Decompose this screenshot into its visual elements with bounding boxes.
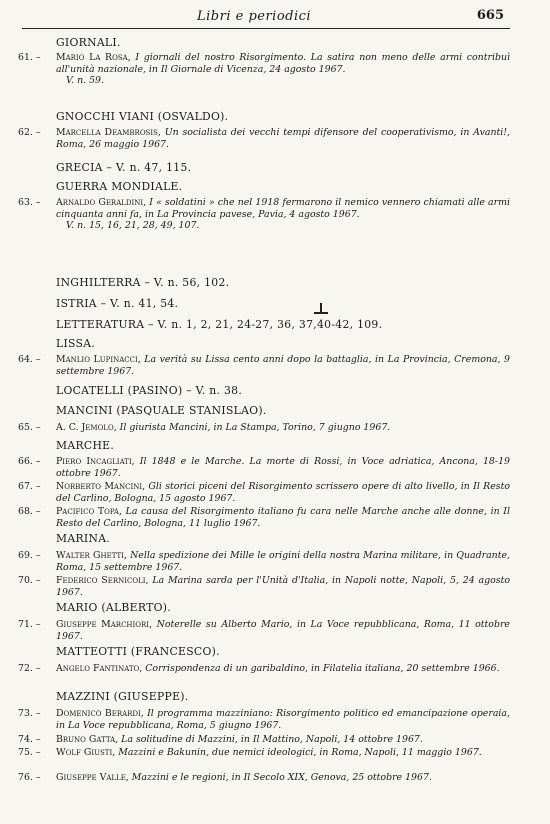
entry-number: 68. – — [18, 506, 41, 517]
entry-author: Marcella Deambrosis, — [56, 127, 161, 138]
entry-citation: Il programma mazziniano: Risorgimento politico ed emancipazione operaia, in La Voce repubblicana, Roma, 5 giugno 1967. — [56, 708, 510, 731]
entry-number: 75. – — [18, 747, 41, 758]
entry-number: 69. – — [18, 550, 41, 561]
entry-cross-reference: V. n. 59. — [66, 75, 104, 87]
entry-citation: Il 1848 e le Marche. La morte di Rossi, in Voce adriatica, Ancona, 18-19 ottobre 1967. — [56, 456, 510, 479]
bibliography-entry — [56, 197, 510, 232]
bibliography-entry — [56, 354, 510, 377]
entry-number: 67. – — [18, 481, 41, 492]
entry-citation: Mazzini e Bakunin, due nemici ideologici, in Roma, Napoli, 11 maggio 1967. — [115, 747, 482, 758]
entry-number: 64. – — [18, 354, 41, 365]
entry-citation: Mazzini e le regioni, in Il Secolo XIX, Genova, 25 ottobre 1967. — [128, 772, 432, 783]
category-heading: LOCATELLI (PASINO) – V. n. 38. — [56, 384, 243, 397]
entry-citation: Il giurista Mancini, in La Stampa, Torino, 7 giugno 1967. — [116, 422, 391, 433]
entry-author: Manlio Lupinacci, — [56, 354, 141, 365]
entry-citation: I giornali del nostro Risorgimento. La satira non meno delle armi contribuì all'unità nazionale, in Il Giornale di Vicenza, 24 agosto 1967. — [56, 52, 510, 75]
bibliography-entry — [56, 575, 510, 598]
entry-author: Piero Incagliati, — [56, 456, 135, 467]
running-header — [22, 6, 510, 29]
entry-citation: Corrispondenza di un garibaldino, in Filatelia italiana, 20 settembre 1966. — [142, 663, 500, 674]
bibliography-entry — [56, 550, 510, 573]
bibliography-entry — [56, 422, 510, 434]
entry-author: Walter Ghetti, — [56, 550, 127, 561]
bibliography-entry — [56, 708, 510, 731]
entry-number: 72. – — [18, 663, 41, 674]
bibliography-entry — [56, 52, 510, 87]
category-heading: GUERRA MONDIALE. — [56, 180, 183, 193]
entry-citation: La solitudine di Mazzini, in Il Mattino, Napoli, 14 ottobre 1967. — [118, 734, 423, 745]
category-heading: MAZZINI (GIUSEPPE). — [56, 690, 189, 703]
bibliography-entry — [56, 481, 510, 504]
entry-author: Mario La Rosa, — [56, 52, 131, 63]
entry-citation: Gli storici piceni del Risorgimento scrissero opere di alto livello, in Il Resto del Carlino, Bologna, 15 agosto 1967. — [56, 481, 510, 504]
cross-mark-icon — [314, 303, 328, 315]
entry-citation: Noterelle su Alberto Mario, in La Voce repubblicana, Roma, 11 ottobre 1967. — [56, 619, 510, 642]
entry-author: Federico Sernicoli, — [56, 575, 149, 586]
bibliography-entry — [56, 456, 510, 479]
page-number: 665 — [476, 8, 504, 23]
bibliography-entry — [56, 619, 510, 642]
entry-number: 66. – — [18, 456, 41, 467]
entry-number: 71. – — [18, 619, 41, 630]
entry-author: A. C. Jemolo, — [56, 422, 117, 433]
category-heading: GNOCCHI VIANI (OSVALDO). — [56, 110, 229, 123]
entry-author: Pacifico Topa, — [56, 506, 122, 517]
entry-author: Arnaldo Geraldini, — [56, 197, 147, 208]
category-heading: MARIO (ALBERTO). — [56, 601, 171, 614]
category-heading: INGHILTERRA – V. n. 56, 102. — [56, 276, 230, 289]
category-heading: LISSA. — [56, 337, 96, 350]
entry-author: Angelo Fantinato, — [56, 663, 143, 674]
entry-citation: Un socialista dei vecchi tempi difensore del cooperativismo, in Avanti!, Roma, 26 maggio 1967. — [56, 127, 510, 150]
running-title: Libri e periodici — [197, 9, 312, 24]
bibliography-entry — [56, 127, 510, 150]
entry-author: Giuseppe Valle, — [56, 772, 129, 783]
category-heading: GRECIA – V. n. 47, 115. — [56, 161, 192, 174]
category-heading: MANCINI (PASQUALE STANISLAO). — [56, 404, 267, 417]
entry-number: 70. – — [18, 575, 41, 586]
entry-number: 61. – — [18, 52, 41, 63]
entry-author: Norberto Mancini, — [56, 481, 146, 492]
bibliography-entry — [56, 663, 510, 675]
entry-citation: La causa del Risorgimento italiano fu cara nelle Marche anche alle donne, in Il Resto del Carlino, Bologna, 11 luglio 1967. — [56, 506, 510, 529]
entry-author: Wolf Giusti, — [56, 747, 116, 758]
entry-number: 62. – — [18, 127, 41, 138]
category-heading: MARCHE. — [56, 439, 115, 452]
entry-number: 74. – — [18, 734, 41, 745]
entry-number: 76. – — [18, 772, 41, 783]
category-heading: MARINA. — [56, 532, 111, 545]
entry-number: 73. – — [18, 708, 41, 719]
entry-number: 65. – — [18, 422, 41, 433]
bibliography-entry — [56, 772, 510, 784]
bibliography-entry — [56, 506, 510, 529]
category-heading: MATTEOTTI (FRANCESCO). — [56, 645, 220, 658]
entry-citation: La Marina sarda per l'Unità d'Italia, in Napoli notte, Napoli, 5, 24 agosto 1967. — [56, 575, 510, 598]
entry-citation: Nella spedizione dei Mille le origini della nostra Marina militare, in Quadrante, Roma, 15 settembre 1967. — [56, 550, 510, 573]
entry-author: Bruno Gatta, — [56, 734, 119, 745]
entry-cross-reference: V. n. 15, 16, 21, 28, 49, 107. — [66, 220, 200, 232]
entry-author: Giuseppe Marchiori, — [56, 619, 153, 630]
entry-number: 63. – — [18, 197, 41, 208]
entry-citation: I « soldatini » che nel 1918 fermarono il nemico vennero chiamati alle armi cinquanta anni fa, in La Provincia pavese, Pavia, 4 agosto 1967. — [56, 197, 510, 220]
bibliography-entry — [56, 734, 510, 746]
category-heading: LETTERATURA – V. n. 1, 2, 21, 24-27, 36, 37,40-42, 109. — [56, 318, 383, 331]
bibliography-entry — [56, 747, 510, 759]
category-heading: ISTRIA – V. n. 41, 54. — [56, 297, 179, 310]
category-heading: GIORNALI. — [56, 36, 121, 49]
entry-citation: La verità su Lissa cento anni dopo la battaglia, in La Provincia, Cremona, 9 settembre 1967. — [56, 354, 510, 377]
entry-author: Domenico Berardi, — [56, 708, 144, 719]
